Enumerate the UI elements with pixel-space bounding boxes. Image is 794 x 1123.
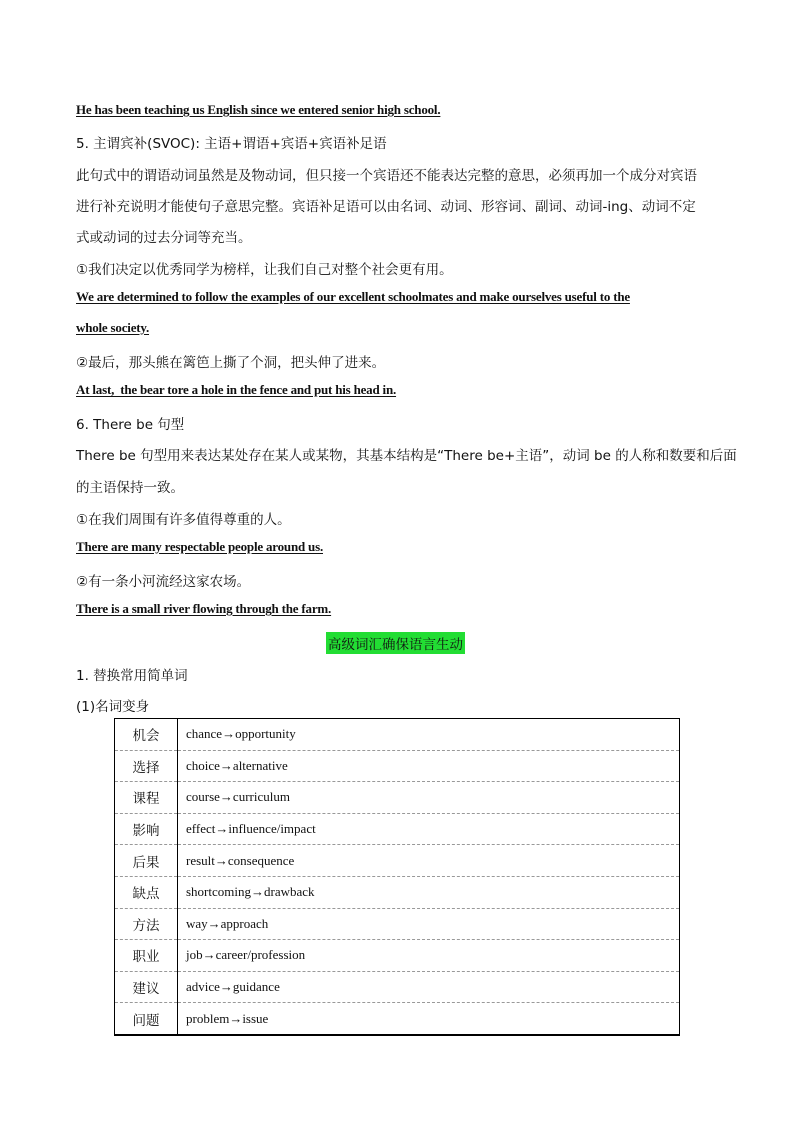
example-answer: We are determined to follow the examples of our excellent schoolmates and make ourselves useful to the — [76, 289, 630, 304]
vocab-english: result→consequence — [178, 845, 680, 877]
vocab-table — [114, 718, 680, 1036]
vocab-english: job→career/profession — [178, 940, 680, 972]
paragraph-line: There be 句型用来表达某处存在某人或某物，其基本结构是“There be+主语”，动词 be 的人称和数要和后面 — [76, 448, 737, 464]
table-row — [115, 813, 680, 845]
example-chinese: ①我们决定以优秀同学为榜样，让我们自己对整个社会更有用。 — [76, 262, 453, 278]
vocab-chinese: 后果 — [115, 845, 178, 877]
table-row — [115, 876, 680, 908]
table-row — [115, 750, 680, 782]
table-row — [115, 940, 680, 972]
table-row — [115, 782, 680, 814]
example-answer: There is a small river flowing through the farm. — [76, 601, 332, 616]
vocab-chinese: 职业 — [115, 940, 178, 972]
example-chinese: ②有一条小河流经这家农场。 — [76, 574, 251, 590]
vocab-chinese: 影响 — [115, 813, 178, 845]
example-chinese: ②最后，那头熊在篱笆上撕了个洞，把头伸了进来。 — [76, 355, 386, 371]
example-answer-1: He has been teaching us English since we entered senior high school. — [76, 102, 441, 117]
vocab-english: chance→opportunity — [186, 726, 296, 742]
vocab-chinese: 缺点 — [115, 876, 178, 908]
example-answer: There are many respectable people around us. — [76, 539, 323, 554]
section-heading-there-be: 6. There be 句型 — [76, 417, 185, 433]
vocab-chinese: 方法 — [115, 908, 178, 940]
table-row — [115, 845, 680, 877]
vocab-english: course→curriculum — [178, 782, 680, 814]
table-row — [115, 719, 680, 751]
vocab-chinese: 机会 — [115, 719, 178, 751]
subheading-noun-upgrade: (1)名词变身 — [76, 699, 150, 715]
vocab-chinese: 问题 — [115, 1003, 178, 1035]
vocab-english: shortcoming→drawback — [178, 876, 680, 908]
table-row — [115, 1003, 680, 1035]
example-answer: whole society. — [76, 320, 150, 335]
paragraph-line: 式或动词的过去分词等充当。 — [76, 230, 252, 246]
vocab-chinese: 建议 — [115, 971, 178, 1003]
vocab-english: advice→guidance — [178, 971, 680, 1003]
subheading-replace-words: 1. 替换常用简单词 — [76, 668, 188, 684]
highlighted-section-heading: 高级词汇确保语言生动 — [326, 632, 465, 654]
paragraph-line: 此句式中的谓语动词虽然是及物动词，但只接一个宾语还不能表达完整的意思，必须再加一个成分对宾语 — [76, 168, 697, 184]
vocab-chinese: 选择 — [115, 750, 178, 782]
example-answer: At last, the bear tore a hole in the fence and put his head in. — [76, 382, 397, 397]
paragraph-line: 的主语保持一致。 — [76, 480, 184, 496]
vocab-english: way→approach — [178, 908, 680, 940]
vocab-chinese: 课程 — [115, 782, 178, 814]
example-chinese: ①在我们周围有许多值得尊重的人。 — [76, 512, 291, 528]
section-heading-svoc: 5. 主谓宾补(SVOC): 主语+谓语+宾语+宾语补足语 — [76, 136, 387, 152]
vocab-english: effect→influence/impact — [178, 813, 680, 845]
vocab-english: choice→alternative — [178, 750, 680, 782]
table-row — [115, 971, 680, 1003]
table-row — [115, 908, 680, 940]
paragraph-line: 进行补充说明才能使句子意思完整。宾语补足语可以由名词、动词、形容词、副词、动词-ing、动词不定 — [76, 199, 696, 215]
vocab-english: problem→issue — [178, 1003, 680, 1035]
